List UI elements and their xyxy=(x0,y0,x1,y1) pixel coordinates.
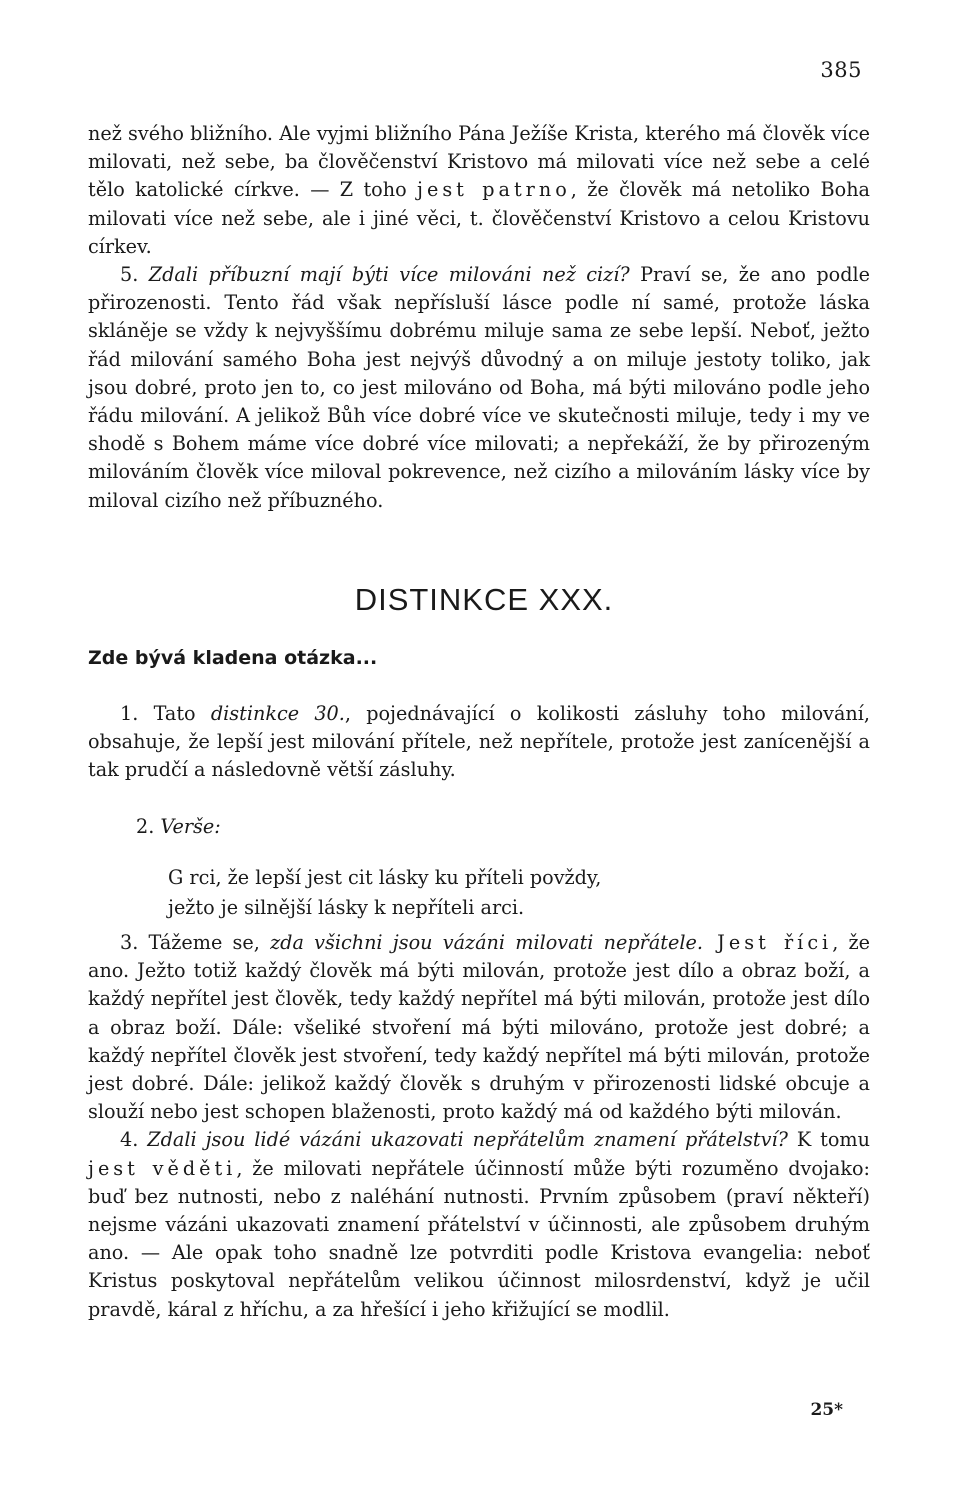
paragraph-1 xyxy=(88,700,870,785)
subheading: Zde bývá kladena otázka... xyxy=(88,647,378,669)
text-run: Tato xyxy=(138,702,211,725)
paragraph-number: 4. xyxy=(120,1128,139,1152)
signature-mark: 25* xyxy=(810,1400,843,1420)
italic-question: Zdali příbuzní mají býti více milováni než cizí? xyxy=(148,263,630,287)
paragraph-5 xyxy=(88,261,870,515)
paragraph-number: 1. xyxy=(120,702,139,725)
text-run: než svého bližního. Ale vyjmi bližního Pána Ježíše Krista, kterého má člověk více milovati, než sebe, ba člověčenství Kristovo má milovati více než sebe a celé tělo katolické církve. — Z toho xyxy=(88,122,870,202)
text-run: , že milovati nepřátele účinností může býti rozuměno dvojako: buď bez nutnosti, nebo z naléhání nutnosti. Prvním způsobem (praví někteří) nejsme vázáni ukazovati znamení přátelství v účinnosti, ale způsobem druhým ano. — Ale opak toho snadně lze potvrditi podle Kristova evangelia: neboť Kristus poskytoval nepřátelům velikou účinnost milosrdenství, když je učil pravdě, káral z hříchu, a za hřešící i jeho křižující se modlil. xyxy=(88,1156,870,1321)
text-block-top xyxy=(88,120,870,515)
section-heading: DISTINKCE XXX. xyxy=(354,582,614,617)
text-run: , že ano. Ježto totiž každý člověk má býti milován, protože jest dílo a obraz boží, a každý nepřítel jest člověk, tedy každý nepřítel má býti milován, protože jest dílo a obraz boží. Dále: všeliké stvoření má býti milováno, protože jest dobré; a každý nepřítel člověk jest stvoření, tedy každý nepřítel má býti milován, protože jest dobré. Dále: jelikož každý člověk s druhým v přirozenosti lidské obcuje a slouží nebo jest schopen blaženosti, proto každý má od každého býti milován. xyxy=(88,931,870,1124)
paragraph-number: 2. xyxy=(136,814,155,838)
paragraph-2 xyxy=(88,813,870,841)
verse-line: ježto je silnější lásky k nepříteli arci. xyxy=(168,895,525,919)
text-run: K tomu xyxy=(787,1128,870,1152)
text-run: Praví se, že ano podle přirozenosti. Tento řád však nepřísluší lásce podle ní samé, protože láska skláněje se vždy k nejvyššímu dobrému miluje sama ze sebe lepší. Neboť, ježto řád milování samého Boha jest nejvýš důvodný a on miluje jestoty toliko, jak jsou dobré, proto jen to, co jest milováno od Boha, má býti milováno podle jeho řádu milování. A jelikož Bůh více dobré více ve skutečnosti miluje, tedy i my ve shodě s Bohem máme více dobré více milovati; a nepřekáží, že by přirozeným milováním člověk více miloval pokrevence, než cizího a milováním lásky více by miloval cizího než příbuzného. xyxy=(88,263,871,512)
verse-line: G rci, že lepší jest cit lásky ku příteli povždy, xyxy=(168,865,602,889)
paragraph-4 xyxy=(88,1126,870,1323)
spaced-text: Jest říci xyxy=(702,931,833,954)
italic-question: Zdali jsou lidé vázáni ukazovati nepřátelům znamení přátelství? xyxy=(147,1128,788,1152)
spaced-text: jest patrno xyxy=(417,178,571,202)
paragraph-3 xyxy=(88,929,870,1126)
text-block-bottom xyxy=(88,929,870,1324)
paragraph-intro xyxy=(88,120,870,261)
verse xyxy=(88,863,870,923)
text-run: , že člověk má netoliko Boha milovati více než sebe, ale i jiné věci, t. člověčenství Kristovo a celou Kristovu církev. xyxy=(88,178,870,258)
text-block-middle xyxy=(88,700,870,923)
spaced-text: jest věděti xyxy=(88,1156,237,1180)
paragraph-number: 5. xyxy=(120,263,139,287)
italic-question: zda všichni jsou vázáni milovati nepřátele. xyxy=(270,931,703,954)
text-run: , pojednávající o kolikosti zásluhy toho milování, obsahuje, že lepší jest milování přítele, než nepřítele, protože jest zanícenější a tak prudčí a následovně větší zásluhy. xyxy=(88,702,871,782)
italic-label: Verše: xyxy=(160,814,221,838)
text-run: Tážeme se, xyxy=(138,931,271,954)
page-number: 385 xyxy=(820,58,862,82)
italic-text: distinkce 30. xyxy=(210,702,345,725)
paragraph-number: 3. xyxy=(120,931,139,954)
